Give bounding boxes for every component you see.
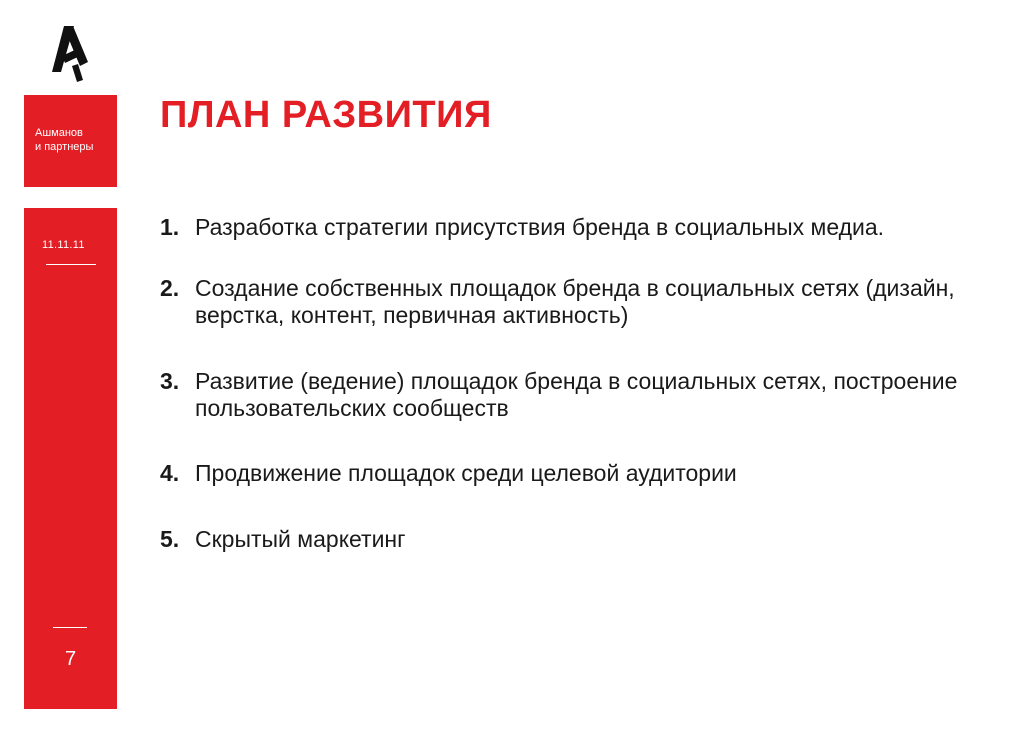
item-text: Скрытый маркетинг xyxy=(195,526,406,552)
company-name-block xyxy=(24,95,117,187)
item-text: Создание собственных площадок бренда в социальных сетях (дизайн, верстка, контент, первичная активность) xyxy=(195,275,955,328)
item-text: Развитие (ведение) площадок бренда в социальных сетях, построение пользовательских сообществ xyxy=(195,368,958,421)
item-number: 4. xyxy=(160,460,180,486)
list-item xyxy=(160,214,990,241)
page-number: 7 xyxy=(64,648,77,670)
item-text: Продвижение площадок среди целевой аудитории xyxy=(195,460,737,486)
date-divider xyxy=(46,264,96,265)
slide-date: 11.11.11 xyxy=(42,239,85,251)
company-logo-icon xyxy=(48,22,92,84)
item-number: 3. xyxy=(160,368,180,394)
company-name: Ашманов и партнеры xyxy=(35,127,94,153)
item-number: 5. xyxy=(160,526,180,552)
item-text: Разработка стратегии присутствия бренда в социальных медиа. xyxy=(195,214,885,240)
list-item xyxy=(160,275,990,329)
page-divider xyxy=(53,627,87,628)
list-item xyxy=(160,460,990,487)
list-item xyxy=(160,526,990,553)
list-item xyxy=(160,368,990,422)
item-number: 1. xyxy=(160,214,180,240)
item-number: 2. xyxy=(160,275,180,301)
side-bar xyxy=(24,208,117,709)
slide-title: ПЛАН РАЗВИТИЯ xyxy=(160,94,492,136)
